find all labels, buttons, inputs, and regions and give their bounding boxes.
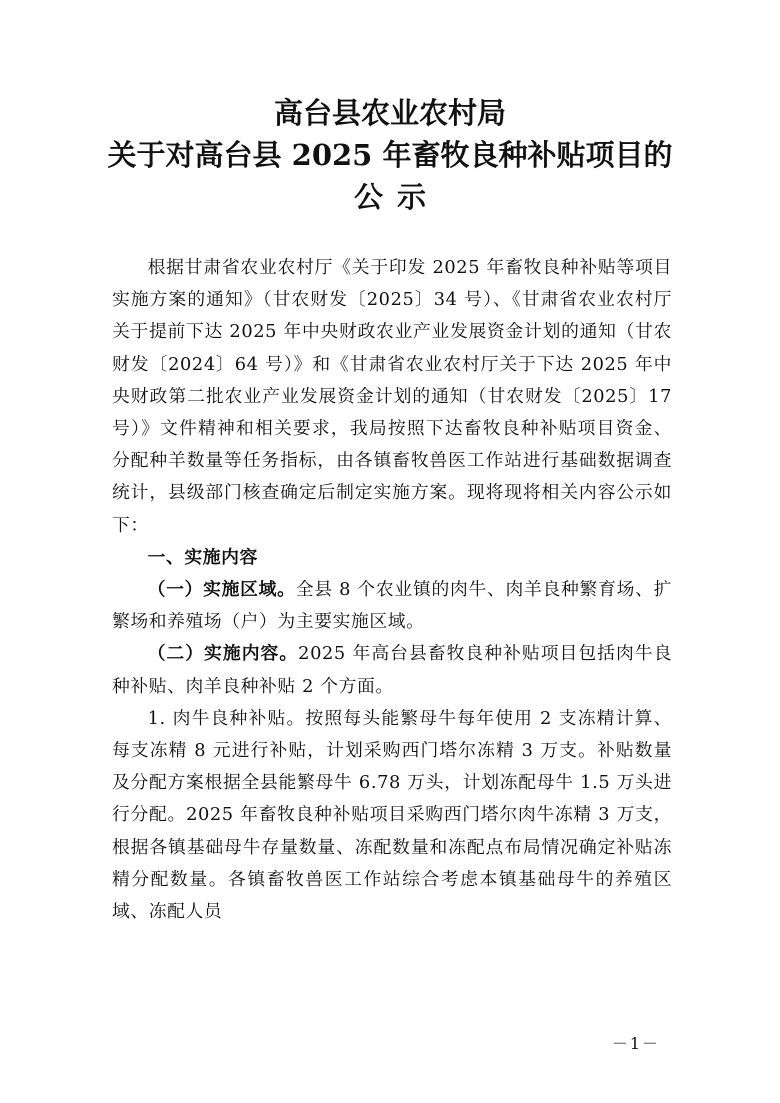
- title-line-notice: 公示: [353, 180, 440, 214]
- title-line-agency: 高台县农业农村局: [273, 96, 506, 130]
- item-implementation-area-text: 全县 8 个农业镇的肉牛、肉羊良种繁育场、扩繁场和养殖场（户）为主要实施区域。: [112, 579, 672, 633]
- document-body: [112, 252, 672, 928]
- intro-paragraph: 根据甘肃省农业农村厅《关于印发 2025 年畜牧良种补贴等项目实施方案的通知》（甘农财发〔2025〕34 号）、《甘肃省农业农村厅关于提前下达 2025 年中央财政农业产业发展资金计划的通知（甘农财发〔2024〕64 号）》和《甘肃省农业农村厅关于下达 2025 年中央财政第二批农业产业发展资金计划的通知（甘农财发〔2025〕17 号）》文件精神和相关要求，我局按照下达畜牧良种补贴项目资金、分配种羊数量等任务指标，由各镇畜牧兽医工作站进行基础数据调查统计，县级部门核查确定后制定实施方案。现将现将相关内容公示如下：: [112, 257, 672, 536]
- item-implementation-content-text: 2025 年高台县畜牧良种补贴项目包括肉牛良种补贴、肉羊良种补贴 2 个方面。: [112, 643, 672, 697]
- document-title: [0, 92, 780, 218]
- title-line-subject: 关于对高台县 2025 年畜牧良种补贴项目的: [107, 138, 673, 172]
- cattle-subsidy-paragraph: 1. 肉牛良种补贴。按照每头能繁母牛每年使用 2 支冻精计算、每支冻精 8 元进行补贴，计划采购西门塔尔冻精 3 万支。补贴数量及分配方案根据全县能繁母牛 6.78 万头，计划冻配母牛 1.5 万头进行分配。2025 年畜牧良种补贴项目采购西门塔尔肉牛冻精 3 万支，根据各镇基础母牛存量数量、冻配数量和冻配点布局情况确定补贴冻精分配数量。各镇畜牧兽医工作站综合考虑本镇基础母牛的养殖区域、冻配人员: [112, 707, 672, 923]
- item-implementation-area: [112, 574, 672, 638]
- item-implementation-content: [112, 638, 672, 702]
- page-number: －1－: [611, 1034, 660, 1053]
- section-heading-implementation: 一、实施内容: [147, 546, 258, 568]
- item-implementation-content-heading: （二）实施内容。: [147, 643, 299, 665]
- item-implementation-area-heading: （一）实施区域。: [147, 579, 296, 601]
